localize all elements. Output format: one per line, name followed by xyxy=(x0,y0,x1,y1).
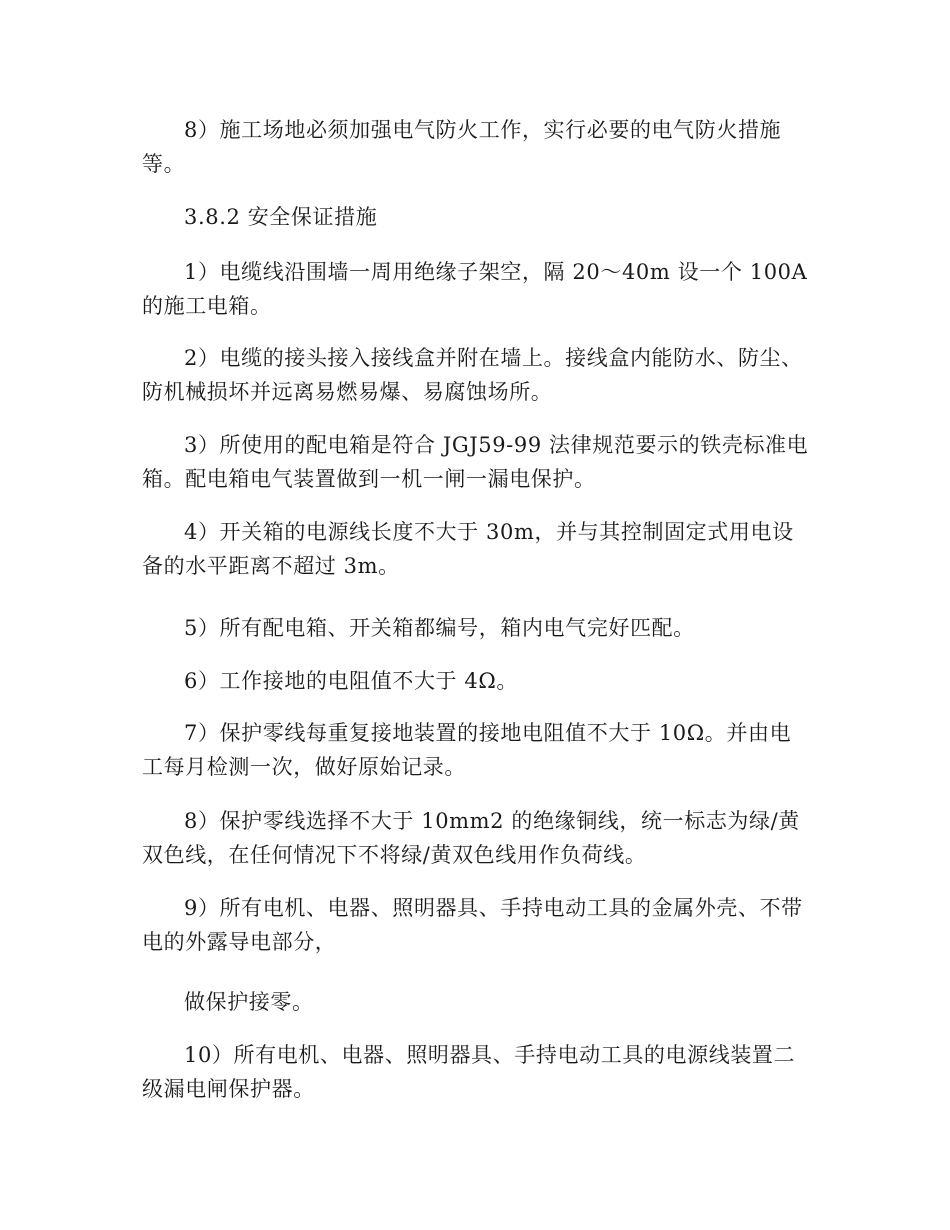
section-heading-safety-measures: 3.8.2 安全保证措施 xyxy=(184,205,378,229)
paragraph-item-3: 3）所使用的配电箱是符合 JGJ59-99 法律规范要示的铁壳标准电箱。配电箱电气装置做到一机一闸一漏电保护。 xyxy=(142,433,809,491)
paragraph-item-9-continued: 做保护接零。 xyxy=(184,990,314,1014)
paragraph-item-2: 2）电缆的接头接入接线盒并附在墙上。接线盒内能防水、防尘、防机械损坏并远离易燃易爆、易腐蚀场所。 xyxy=(142,346,803,404)
paragraph-item-4: 4）开关箱的电源线长度不大于 30m，并与其控制固定式用电设备的水平距离不超过 3m。 xyxy=(142,520,794,578)
paragraph-item-8: 8）保护零线选择不大于 10mm2 的绝缘铜线，统一标志为绿/黄双色线，在任何情况下不将绿/黄双色线用作负荷线。 xyxy=(142,809,800,867)
paragraph-item-7: 7）保护零线每重复接地装置的接地电阻值不大于 10Ω。并由电工每月检测一次，做好原始记录。 xyxy=(142,721,792,779)
paragraph-item-9: 9）所有电机、电器、照明器具、手持电动工具的金属外壳、不带电的外露导电部分， xyxy=(142,896,803,954)
paragraph-item-1: 1）电缆线沿围墙一周用绝缘子架空，隔 20～40m 设一个 100A 的施工电箱。 xyxy=(142,260,808,318)
paragraph-item-5: 5）所有配电箱、开关箱都编号，箱内电气完好匹配。 xyxy=(184,616,695,640)
paragraph-fire-prevention: 8）施工场地必须加强电气防火工作，实行必要的电气防火措施等。 xyxy=(142,118,782,176)
paragraph-item-10: 10）所有电机、电器、照明器具、手持电动工具的电源线装置二级漏电闸保护器。 xyxy=(142,1043,796,1101)
paragraph-item-6: 6）工作接地的电阻值不大于 4Ω。 xyxy=(184,669,519,693)
